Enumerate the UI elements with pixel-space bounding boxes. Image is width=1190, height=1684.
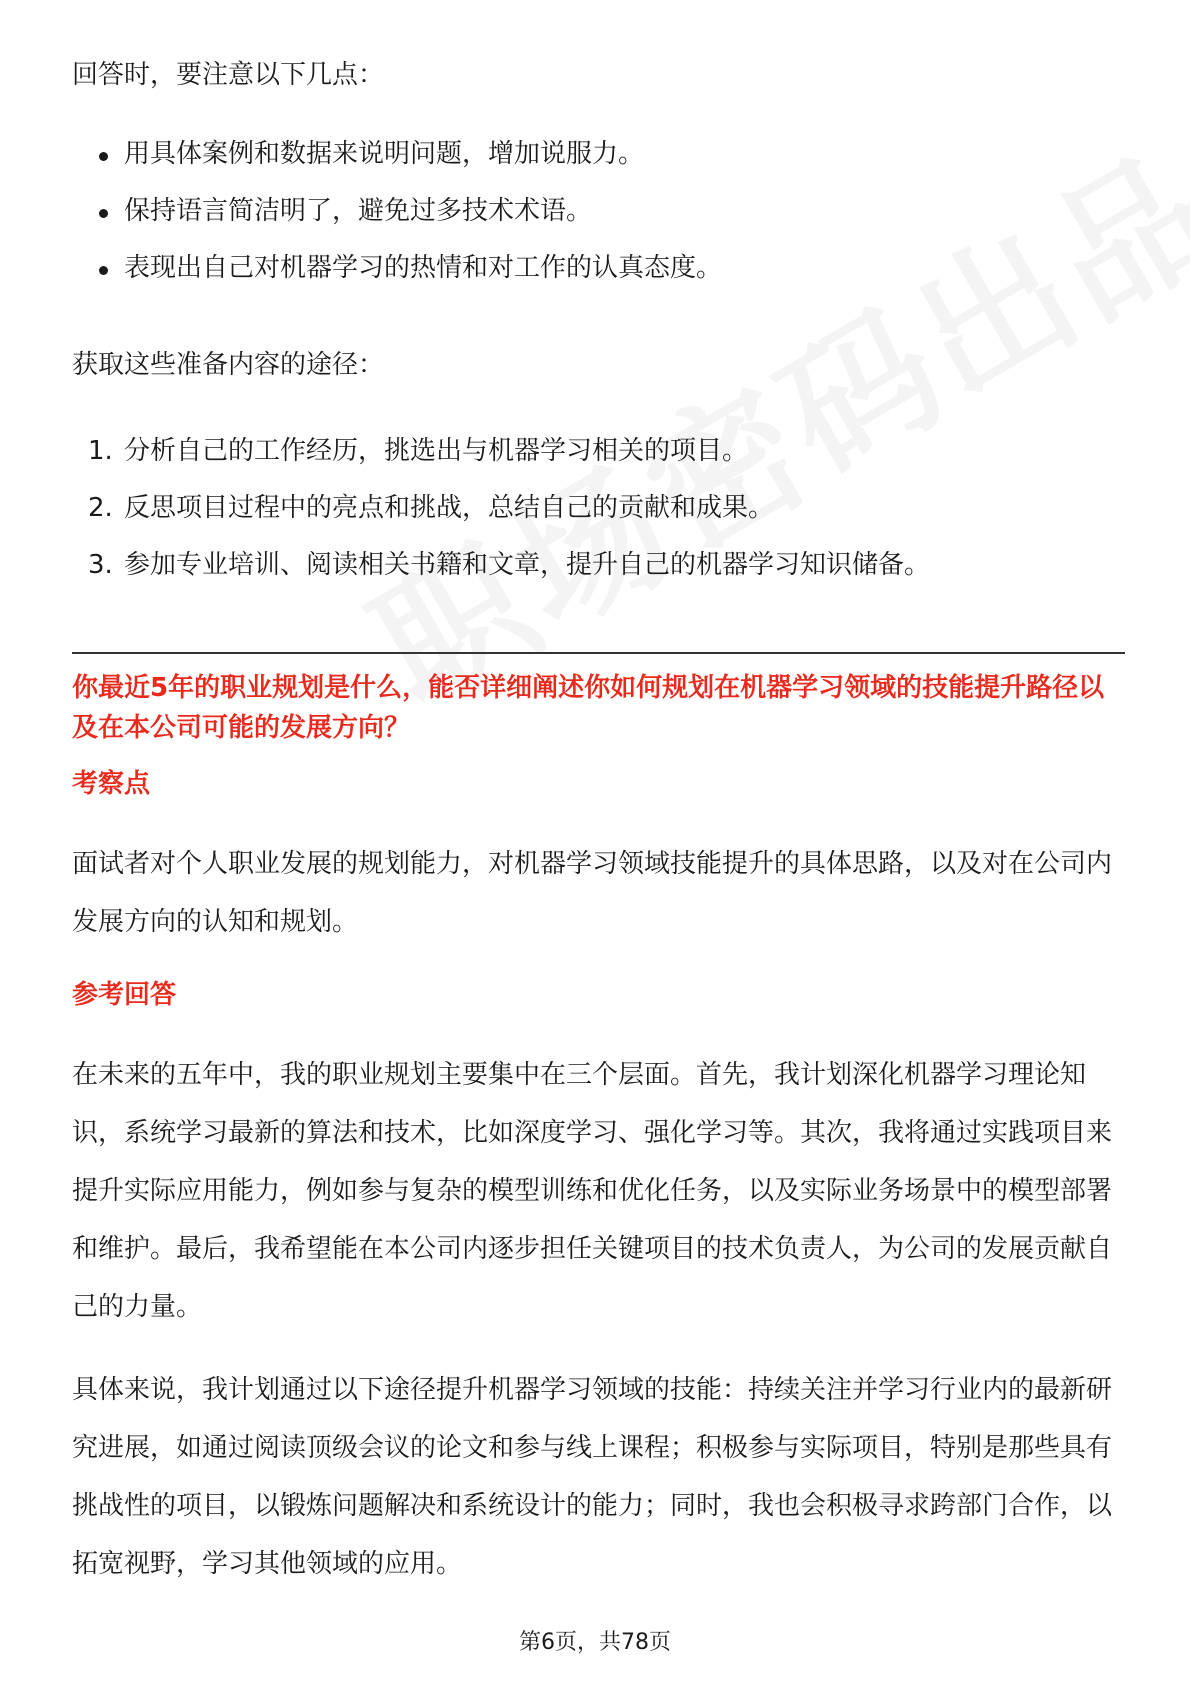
focus-label: 考察点 [72,769,151,799]
tips-list [72,126,1122,297]
answer-paragraph-2: 具体来说，我计划通过以下途径提升机器学习领域的技能：持续关注并学习行业内的最新研究进展，如通过阅读顶级会议的论文和参与线上课程；积极参与实际项目，特别是那些具有挑战性的项目，以锻炼问题解决和系统设计的能力；同时，我也会积极寻求跨部门合作，以拓宽视野，学习其他领域的应用。 [72,1375,1113,1579]
list-item: 3. 参加专业培训、阅读相关书籍和文章，提升自己的机器学习知识储备。 [88,550,931,580]
list-item: 表现出自己对机器学习的热情和对工作的认真态度。 [72,240,1122,297]
question-heading: 你最近5年的职业规划是什么，能否详细阐述你如何规划在机器学习领域的技能提升路径以及在本公司可能的发展方向？ [72,673,1105,743]
page-number: 第6页，共78页 [519,1630,671,1655]
list-item: 2. 反思项目过程中的亮点和挑战，总结自己的贡献和成果。 [88,493,775,523]
intro-text: 回答时，要注意以下几点： [72,60,385,90]
bullet-dot-icon [99,152,108,161]
section-divider [72,652,1125,654]
bullet-dot-icon [99,266,108,275]
answer-paragraph-1: 在未来的五年中，我的职业规划主要集中在三个层面。首先，我计划深化机器学习理论知识，系统学习最新的算法和技术，比如深度学习、强化学习等。其次，我将通过实践项目来提升实际应用能力，例如参与复杂的模型训练和优化任务，以及实际业务场景中的模型部署和维护。最后，我希望能在本公司内逐步担任关键项目的技术负责人，为公司的发展贡献自己的力量。 [72,1060,1113,1322]
prep-steps-list [72,423,1122,594]
list-item: 保持语言简洁明了，避免过多技术术语。 [72,183,1122,240]
answer-label: 参考回答 [72,980,177,1010]
focus-text: 面试者对个人职业发展的规划能力，对机器学习领域技能提升的具体思路，以及对在公司内发展方向的认知和规划。 [72,849,1113,937]
bullet-dot-icon [99,209,108,218]
list-item: 用具体案例和数据来说明问题，增加说服力。 [72,126,1122,183]
list-item: 1. 分析自己的工作经历，挑选出与机器学习相关的项目。 [88,436,749,466]
prep-heading: 获取这些准备内容的途径： [72,350,385,380]
